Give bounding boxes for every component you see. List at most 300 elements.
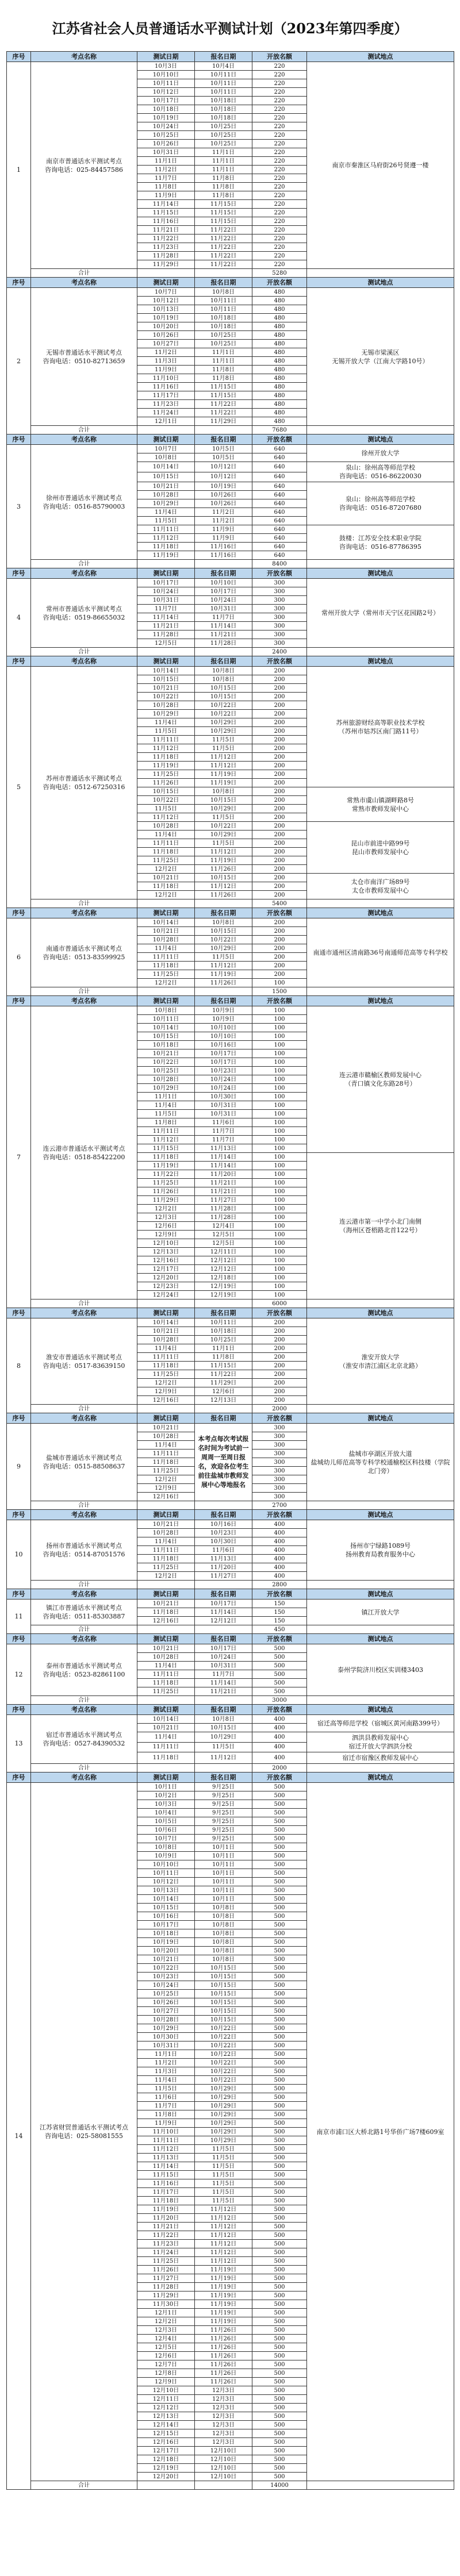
subtotal-empty	[195, 1501, 252, 1510]
signup-date: 10月8日	[195, 675, 252, 684]
column-header: 序号	[7, 1589, 31, 1600]
column-header: 序号	[7, 1413, 31, 1424]
test-date: 11月5日	[137, 2085, 195, 2093]
signup-date: 11月12日	[195, 848, 252, 856]
test-date: 10月28日	[137, 1653, 195, 1662]
signup-date: 10月8日	[195, 787, 252, 796]
quota: 500	[252, 1662, 307, 1670]
test-date: 11月11日	[137, 736, 195, 744]
test-date: 12月9日	[137, 2378, 195, 2386]
quota: 200	[252, 1387, 307, 1396]
quota: 500	[252, 2171, 307, 2179]
table-row	[7, 1644, 454, 1653]
quota: 300	[252, 1441, 307, 1450]
column-header: 考点名称	[31, 1510, 137, 1520]
subtotal-value: 2000	[252, 1764, 307, 1773]
quota: 220	[252, 71, 307, 79]
signup-date: 12月5日	[195, 1231, 252, 1239]
signup-date: 11月26日	[195, 979, 252, 987]
test-location: 常熟市虞山镇湖畔路8号 常熟市教师发展中心	[307, 787, 454, 822]
test-location: 徐州开放大学	[307, 445, 454, 462]
signup-date: 10月1日	[195, 1895, 252, 1904]
test-date: 11月18日	[137, 753, 195, 762]
signup-date: 10月15日	[195, 693, 252, 701]
column-header: 报名日期	[195, 278, 252, 288]
signup-date: 11月12日	[195, 2231, 252, 2240]
header-row	[7, 1413, 454, 1424]
quota: 640	[252, 453, 307, 462]
test-date: 12月2日	[137, 865, 195, 874]
signup-date: 11月6日	[195, 1118, 252, 1127]
header-row	[7, 435, 454, 445]
test-location: 连云港市第一中学小北门南侧 （海州区苍梧路北首122号）	[307, 1153, 454, 1299]
test-date: 11月1日	[137, 1093, 195, 1101]
quota: 640	[252, 508, 307, 517]
signup-date: 10月26日	[195, 499, 252, 508]
signup-date: 11月21日	[195, 1179, 252, 1187]
column-header: 测试日期	[137, 1773, 195, 1783]
quota: 220	[252, 174, 307, 183]
test-date: 12月9日	[137, 1484, 195, 1493]
quota: 100	[252, 1205, 307, 1213]
test-date: 11月9日	[137, 191, 195, 200]
subtotal-empty	[307, 1764, 454, 1773]
signup-date: 11月26日	[195, 2369, 252, 2378]
test-center-info: 宿迁市普通话水平测试考点 咨询电话：0527-84390532	[31, 1715, 137, 1764]
signup-date: 10月8日	[195, 918, 252, 927]
test-date: 11月25日	[137, 1563, 195, 1572]
signup-date: 11月7日	[195, 1670, 252, 1679]
quota: 480	[252, 366, 307, 374]
quota: 500	[252, 1912, 307, 1921]
quota: 500	[252, 2412, 307, 2421]
test-date: 10月10日	[137, 71, 195, 79]
quota: 400	[252, 1529, 307, 1537]
test-date: 12月13日	[137, 1248, 195, 1256]
subtotal-row	[7, 1501, 454, 1510]
signup-date: 12月6日	[195, 1387, 252, 1396]
test-date: 10月28日	[137, 1075, 195, 1084]
header-row	[7, 52, 454, 62]
test-date: 11月6日	[137, 2093, 195, 2102]
signup-date: 11月15日	[195, 391, 252, 400]
quota: 100	[252, 1144, 307, 1153]
test-date: 11月25日	[137, 856, 195, 865]
subtotal-empty	[195, 426, 252, 435]
signup-date: 11月26日	[195, 2326, 252, 2335]
quota: 300	[252, 639, 307, 648]
test-date: 11月26日	[137, 2266, 195, 2274]
signup-date: 11月19日	[195, 2266, 252, 2274]
signup-date: 11月7日	[195, 1127, 252, 1136]
test-date: 11月12日	[137, 534, 195, 543]
signup-date: 10月25日	[195, 331, 252, 340]
signup-date: 12月19日	[195, 1291, 252, 1299]
test-date: 10月14日	[137, 1715, 195, 1724]
subtotal-label: 合计	[31, 899, 137, 908]
subtotal-label: 合计	[31, 269, 137, 278]
test-date: 10月26日	[137, 1998, 195, 2007]
quota: 500	[252, 2395, 307, 2404]
quota: 300	[252, 579, 307, 587]
quota: 220	[252, 234, 307, 243]
quota: 500	[252, 2438, 307, 2447]
column-header: 序号	[7, 568, 31, 579]
quota: 200	[252, 839, 307, 848]
quota: 500	[252, 2136, 307, 2145]
subtotal-empty	[307, 1501, 454, 1510]
quota: 400	[252, 1537, 307, 1546]
signup-date: 10月8日	[195, 1929, 252, 1938]
quota: 200	[252, 805, 307, 813]
quota: 200	[252, 865, 307, 874]
quota: 500	[252, 2179, 307, 2188]
test-date: 12月16日	[137, 2438, 195, 2447]
signup-date: 11月5日	[195, 953, 252, 962]
column-header: 序号	[7, 1510, 31, 1520]
quota: 640	[252, 491, 307, 499]
page-title: 江苏省社会人员普通话水平测试计划（2023年第四季度）	[52, 20, 408, 37]
signup-date: 11月12日	[195, 2248, 252, 2257]
column-header: 开放名额	[252, 656, 307, 667]
signup-date: 10月24日	[195, 1075, 252, 1084]
quota: 220	[252, 140, 307, 148]
quota: 500	[252, 2369, 307, 2378]
test-date: 10月18日	[137, 105, 195, 114]
test-date: 12月16日	[137, 1396, 195, 1405]
signup-date: 11月12日	[195, 2214, 252, 2223]
test-date: 11月3日	[137, 2067, 195, 2076]
quota: 500	[252, 2292, 307, 2300]
subtotal-value: 2800	[252, 1581, 307, 1589]
test-date: 10月7日	[137, 445, 195, 453]
signup-date: 10月22日	[195, 2024, 252, 2033]
quota: 500	[252, 2041, 307, 2050]
quota: 400	[252, 1752, 307, 1764]
header-row	[7, 1589, 454, 1600]
test-date: 10月21日	[137, 482, 195, 491]
column-header: 考点名称	[31, 656, 137, 667]
quota: 200	[252, 1336, 307, 1344]
quota: 220	[252, 200, 307, 209]
quota: 500	[252, 2154, 307, 2162]
test-date: 11月12日	[137, 1136, 195, 1144]
signup-date: 11月14日	[195, 1162, 252, 1170]
signup-date: 10月11日	[195, 88, 252, 97]
test-date: 10月13日	[137, 305, 195, 314]
column-header: 考点名称	[31, 435, 137, 445]
signup-date: 11月19日	[195, 2317, 252, 2326]
quota: 500	[252, 2240, 307, 2248]
signup-date: 10月17日	[195, 1058, 252, 1067]
test-date: 11月16日	[137, 2179, 195, 2188]
subtotal-value: 2700	[252, 1501, 307, 1510]
test-date: 11月19日	[137, 762, 195, 770]
signup-date: 10月22日	[195, 2067, 252, 2076]
signup-date: 11月5日	[195, 2179, 252, 2188]
signup-date: 10月5日	[195, 453, 252, 462]
test-date: 10月8日	[137, 1006, 195, 1015]
subtotal-label: 合计	[31, 426, 137, 435]
subtotal-empty	[307, 1696, 454, 1705]
test-date: 12月2日	[137, 891, 195, 899]
test-center-info: 盐城市普通话水平测试考点 咨询电话：0515-88508637	[31, 1424, 137, 1501]
signup-date: 10月26日	[195, 491, 252, 499]
column-header: 报名日期	[195, 435, 252, 445]
signup-date: 10月8日	[195, 667, 252, 675]
test-date: 12月16日	[137, 1617, 195, 1625]
test-date: 10月21日	[137, 1049, 195, 1058]
signup-date: 10月17日	[195, 1644, 252, 1653]
row-number: 9	[7, 1424, 31, 1510]
signup-date: 10月1日	[195, 1886, 252, 1895]
signup-date: 10月12日	[195, 462, 252, 472]
quota: 100	[252, 1006, 307, 1015]
quota: 500	[252, 1955, 307, 1964]
signup-date: 10月24日	[195, 596, 252, 605]
quota: 500	[252, 2335, 307, 2343]
test-date: 10月21日	[137, 684, 195, 693]
signup-date: 10月22日	[195, 936, 252, 944]
signup-date: 11月22日	[195, 226, 252, 234]
quota: 480	[252, 357, 307, 366]
test-date: 11月18日	[137, 848, 195, 856]
test-date: 11月7日	[137, 174, 195, 183]
quota: 500	[252, 1929, 307, 1938]
column-header: 开放名额	[252, 52, 307, 62]
signup-date: 10月29日	[195, 727, 252, 736]
quota: 220	[252, 217, 307, 226]
subtotal-empty	[137, 1625, 195, 1634]
quota: 100	[252, 1058, 307, 1067]
test-date: 11月15日	[137, 209, 195, 217]
signup-date: 12月4日	[195, 1222, 252, 1231]
signup-date: 11月22日	[195, 1370, 252, 1379]
test-location: 南京市浦口区大桥北路1号华侨广场7楼609室	[307, 1783, 454, 2481]
test-date: 11月4日	[137, 1441, 195, 1450]
column-header: 报名日期	[195, 656, 252, 667]
column-header: 测试地点	[307, 1589, 454, 1600]
test-date: 11月7日	[137, 605, 195, 613]
signup-date: 10月31日	[195, 1101, 252, 1110]
quota: 200	[252, 1344, 307, 1353]
signup-date: 10月22日	[195, 2050, 252, 2059]
test-date: 11月5日	[137, 1110, 195, 1118]
signup-date: 10月17日	[195, 1600, 252, 1608]
signup-date: 11月28日	[195, 1205, 252, 1213]
signup-date: 10月29日	[195, 2102, 252, 2110]
signup-date: 10月29日	[195, 2119, 252, 2128]
quota: 500	[252, 2223, 307, 2231]
signup-date: 10月29日	[195, 718, 252, 727]
test-date: 10月12日	[137, 88, 195, 97]
test-date: 11月3日	[137, 357, 195, 366]
signup-date: 10月23日	[195, 1067, 252, 1075]
test-location: 泗洪县教师发展中心 宿迁开放大学泗洪分校	[307, 1732, 454, 1752]
signup-date: 11月15日	[195, 200, 252, 209]
test-date: 11月18日	[137, 2197, 195, 2205]
column-header: 开放名额	[252, 278, 307, 288]
test-date: 11月20日	[137, 2214, 195, 2223]
test-date: 10月28日	[137, 491, 195, 499]
signup-date: 10月25日	[195, 140, 252, 148]
quota: 100	[252, 1075, 307, 1084]
quota: 640	[252, 534, 307, 543]
test-date: 11月15日	[137, 2171, 195, 2179]
signup-date: 11月15日	[195, 209, 252, 217]
signup-date: 10月24日	[195, 1653, 252, 1662]
test-date: 11月12日	[137, 813, 195, 822]
subtotal-value: 450	[252, 1625, 307, 1634]
subtotal-empty	[195, 269, 252, 278]
table-row	[7, 288, 454, 297]
signup-date: 11月2日	[195, 517, 252, 525]
test-location: 泰州学院济川校区实训楼3403	[307, 1644, 454, 1696]
subtotal-label: 合计	[31, 648, 137, 656]
test-date: 11月18日	[137, 1555, 195, 1563]
signup-date: 11月5日	[195, 1742, 252, 1752]
signup-date: 10月29日	[195, 2136, 252, 2145]
quota: 640	[252, 517, 307, 525]
quota: 500	[252, 1843, 307, 1852]
subtotal-label: 合计	[31, 1696, 137, 1705]
subtotal-empty	[195, 987, 252, 996]
header-row	[7, 1773, 454, 1783]
test-date: 10月22日	[137, 1058, 195, 1067]
quota: 640	[252, 551, 307, 560]
signup-date: 11月15日	[195, 383, 252, 391]
quota: 500	[252, 2110, 307, 2119]
signup-date: 10月18日	[195, 1327, 252, 1336]
quota: 200	[252, 787, 307, 796]
test-date: 11月4日	[137, 718, 195, 727]
quota: 200	[252, 762, 307, 770]
test-date: 10月28日	[137, 1529, 195, 1537]
test-date: 10月18日	[137, 1929, 195, 1938]
quota: 100	[252, 1196, 307, 1205]
column-header: 测试地点	[307, 1308, 454, 1318]
test-date: 11月10日	[137, 2128, 195, 2136]
signup-date: 12月12日	[195, 1256, 252, 1265]
signup-date: 10月15日	[195, 2016, 252, 2024]
quota: 500	[252, 2447, 307, 2455]
subtotal-empty	[195, 1696, 252, 1705]
signup-date: 11月5日	[195, 2171, 252, 2179]
test-date: 11月4日	[137, 2076, 195, 2085]
quota: 300	[252, 1450, 307, 1458]
subtotal-empty	[137, 1299, 195, 1308]
signup-date: 12月5日	[195, 1239, 252, 1248]
signup-date: 10月1日	[195, 1860, 252, 1869]
quota: 500	[252, 2214, 307, 2223]
test-date: 10月8日	[137, 1843, 195, 1852]
test-date: 11月5日	[137, 517, 195, 525]
quota: 200	[252, 753, 307, 762]
column-header: 报名日期	[195, 1413, 252, 1424]
signup-date: 11月22日	[195, 234, 252, 243]
quota: 100	[252, 1049, 307, 1058]
quota: 100	[252, 1265, 307, 1274]
quota: 300	[252, 622, 307, 630]
signup-date: 11月22日	[195, 252, 252, 260]
test-date: 10月24日	[137, 122, 195, 131]
signup-date: 11月19日	[195, 779, 252, 787]
subtotal-label: 合计	[31, 987, 137, 996]
subtotal-empty	[137, 1501, 195, 1510]
quota: 300	[252, 1432, 307, 1441]
test-date: 10月1日	[137, 1783, 195, 1791]
column-header: 序号	[7, 1634, 31, 1644]
test-date: 10月12日	[137, 297, 195, 305]
test-date: 10月20日	[137, 322, 195, 331]
schedule-table	[6, 51, 454, 2490]
header-row	[7, 1510, 454, 1520]
test-date: 11月19日	[137, 2205, 195, 2214]
test-date: 10月25日	[137, 1990, 195, 1998]
test-date: 11月25日	[137, 970, 195, 979]
subtotal-empty	[195, 1764, 252, 1773]
column-header: 测试地点	[307, 1510, 454, 1520]
test-date: 11月4日	[137, 508, 195, 517]
quota: 500	[252, 2386, 307, 2395]
test-date: 11月25日	[137, 1467, 195, 1475]
signup-date: 11月15日	[195, 1362, 252, 1370]
quota: 500	[252, 2205, 307, 2214]
quota: 400	[252, 1715, 307, 1724]
signup-date: 10月15日	[195, 1973, 252, 1981]
subtotal-empty	[137, 269, 195, 278]
signup-date: 10月8日	[195, 1912, 252, 1921]
test-date: 12月2日	[137, 979, 195, 987]
quota: 500	[252, 1835, 307, 1843]
signup-date: 10月1日	[195, 1843, 252, 1852]
test-date: 11月24日	[137, 2248, 195, 2257]
quota: 200	[252, 1370, 307, 1379]
test-date: 11月21日	[137, 226, 195, 234]
column-header: 序号	[7, 656, 31, 667]
test-date: 10月17日	[137, 1921, 195, 1929]
column-header: 序号	[7, 1308, 31, 1318]
column-header: 序号	[7, 908, 31, 918]
quota: 220	[252, 243, 307, 252]
quota: 300	[252, 613, 307, 622]
test-date: 11月29日	[137, 1196, 195, 1205]
quota: 640	[252, 543, 307, 551]
test-date: 10月14日	[137, 1318, 195, 1327]
signup-date: 10月29日	[195, 944, 252, 953]
quota: 200	[252, 667, 307, 675]
test-date: 12月11日	[137, 2395, 195, 2404]
test-date: 11月9日	[137, 366, 195, 374]
quota: 480	[252, 417, 307, 426]
signup-date: 12月3日	[195, 2386, 252, 2395]
signup-date: 11月12日	[195, 2205, 252, 2214]
signup-date: 10月16日	[195, 1041, 252, 1049]
signup-date: 10月15日	[195, 874, 252, 882]
subtotal-label: 合计	[31, 560, 137, 568]
subtotal-row	[7, 560, 454, 568]
signup-date: 10月24日	[195, 1084, 252, 1093]
test-center-info: 扬州市普通话水平测试考点 咨询电话：0514-87051576	[31, 1520, 137, 1581]
column-header: 考点名称	[31, 278, 137, 288]
signup-date: 10月17日	[195, 587, 252, 596]
quota: 200	[252, 770, 307, 779]
quota: 500	[252, 2309, 307, 2317]
signup-date: 11月5日	[195, 813, 252, 822]
test-date: 11月30日	[137, 2300, 195, 2309]
test-location: 南通市通州区清南路36号南通师范高等专科学校	[307, 918, 454, 987]
test-date: 10月11日	[137, 79, 195, 88]
